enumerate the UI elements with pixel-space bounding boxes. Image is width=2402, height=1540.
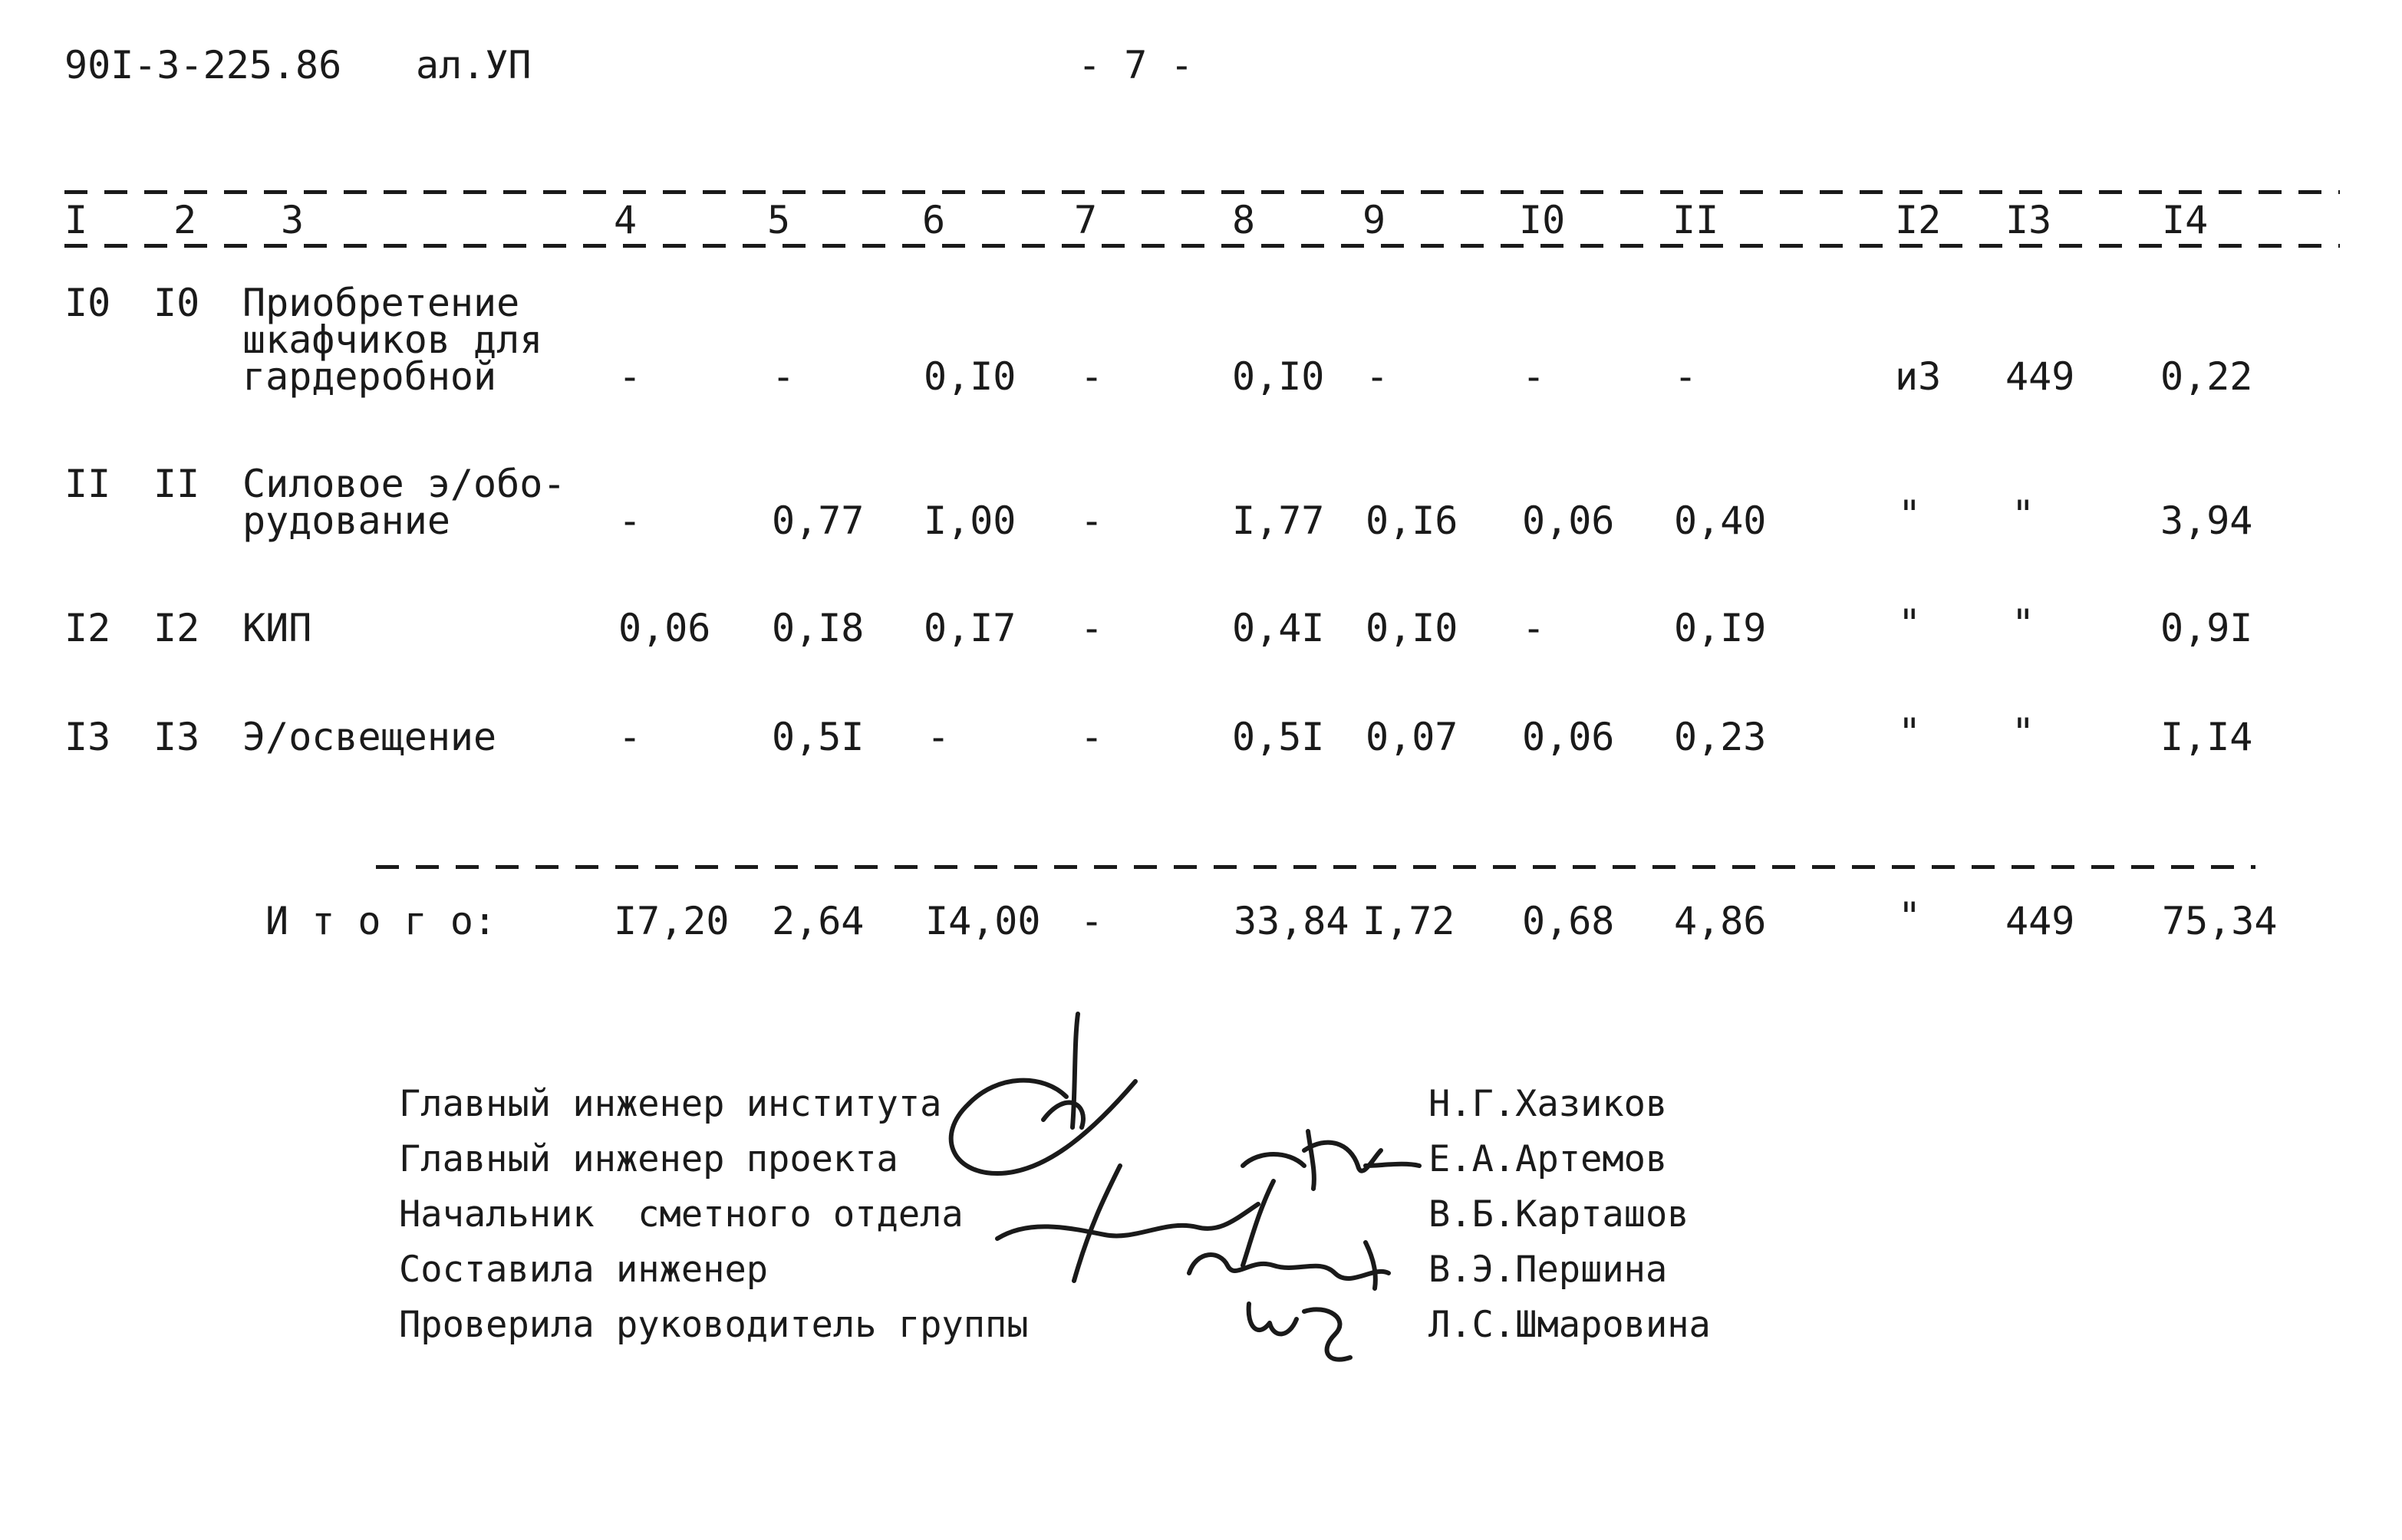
cell-col9: 0,I6 xyxy=(1366,499,1458,543)
total-col4: I7,20 xyxy=(614,899,730,943)
cell-col9: 0,07 xyxy=(1366,715,1458,759)
row-name-line: шкафчиков для xyxy=(242,318,543,362)
cell-col4: - xyxy=(618,499,642,543)
cell-col13: " xyxy=(2012,710,2035,755)
sheet-label: ал.УП xyxy=(416,43,532,87)
col-num-5: 5 xyxy=(767,198,791,242)
row-name-line: гардеробной xyxy=(242,354,497,399)
cell-col7: - xyxy=(1080,499,1104,543)
col-num-6: 6 xyxy=(922,198,946,242)
cell-col13: " xyxy=(2012,492,2035,537)
cell-col11: - xyxy=(1674,354,1698,399)
total-col6: I4,00 xyxy=(925,899,1041,943)
row-name-line: Э/освещение xyxy=(242,715,497,759)
name-artemov: Е.А.Артемов xyxy=(1428,1138,1668,1180)
cell-col13: 449 xyxy=(2005,354,2075,399)
cell-col10: 0,06 xyxy=(1522,715,1615,759)
total-col9: I,72 xyxy=(1362,899,1455,943)
total-col11: 4,86 xyxy=(1674,899,1767,943)
cell-col13: " xyxy=(2012,601,2035,646)
cell-col8: 0,4I xyxy=(1232,606,1325,650)
cell-col4: 0,06 xyxy=(618,606,711,650)
row-code: I0 xyxy=(153,281,200,325)
cell-col10: - xyxy=(1522,606,1546,650)
signature-shmarovina xyxy=(1249,1304,1350,1360)
col-num-12: I2 xyxy=(1895,198,1942,242)
col-num-3: 3 xyxy=(281,198,305,242)
cell-col5: 0,5I xyxy=(772,715,865,759)
col-num-11: II xyxy=(1672,198,1719,242)
cell-col10: - xyxy=(1522,354,1546,399)
col-num-10: I0 xyxy=(1519,198,1566,242)
cell-col5: - xyxy=(772,354,796,399)
cell-col9: - xyxy=(1366,354,1389,399)
total-label: И т о г о: xyxy=(265,899,497,943)
row-number: I0 xyxy=(64,281,111,325)
cell-col14: 0,22 xyxy=(2160,354,2253,399)
total-col8: 33,84 xyxy=(1234,899,1349,943)
document-code: 90I-3-225.86 xyxy=(64,43,342,87)
position-estimate-dept-head: Начальник сметного отдела xyxy=(399,1193,964,1236)
row-number: I3 xyxy=(64,715,111,759)
page-number: - 7 - xyxy=(1078,43,1194,87)
cell-col5: 0,77 xyxy=(772,499,865,543)
cell-col8: I,77 xyxy=(1232,499,1325,543)
col-num-13: I3 xyxy=(2005,198,2052,242)
cell-col14: I,I4 xyxy=(2160,715,2253,759)
cell-col14: 3,94 xyxy=(2160,499,2253,543)
cell-col7: - xyxy=(1080,606,1104,650)
total-col12: " xyxy=(1898,894,1922,939)
cell-col10: 0,06 xyxy=(1522,499,1615,543)
col-num-4: 4 xyxy=(614,198,638,242)
total-col5: 2,64 xyxy=(772,899,865,943)
col-num-8: 8 xyxy=(1232,198,1256,242)
total-rule xyxy=(376,865,2255,869)
row-code: I2 xyxy=(153,606,200,650)
position-chief-project-engineer: Главный инженер проекта xyxy=(399,1138,898,1180)
row-code: II xyxy=(153,462,200,506)
cell-col6: 0,I7 xyxy=(924,606,1016,650)
row-number: II xyxy=(64,462,111,506)
name-khazikov: Н.Г.Хазиков xyxy=(1428,1083,1668,1125)
cell-col12: " xyxy=(1898,710,1922,755)
row-number: I2 xyxy=(64,606,111,650)
name-kartashov: В.Б.Карташов xyxy=(1428,1193,1689,1236)
col-num-7: 7 xyxy=(1074,198,1098,242)
name-pershina: В.Э.Першина xyxy=(1428,1249,1668,1291)
position-compiled-by: Составила инженер xyxy=(399,1249,769,1291)
total-col13: 449 xyxy=(2005,899,2075,943)
row-name-line: Силовое э/обо- xyxy=(242,462,566,506)
col-num-1: I xyxy=(64,198,88,242)
cell-col5: 0,I8 xyxy=(772,606,865,650)
signature-artemov xyxy=(1304,1131,1419,1189)
col-num-9: 9 xyxy=(1362,198,1386,242)
cell-col8: 0,5I xyxy=(1232,715,1325,759)
row-name-line: КИП xyxy=(242,606,312,650)
row-name-line: Приобретение xyxy=(242,281,520,325)
total-col7: - xyxy=(1080,899,1104,943)
cell-col11: 0,I9 xyxy=(1674,606,1767,650)
cell-col7: - xyxy=(1080,354,1104,399)
signatory-names xyxy=(1428,1077,1711,1353)
cell-col8: 0,I0 xyxy=(1232,354,1325,399)
position-chief-engineer-institute: Главный инженер института xyxy=(399,1083,942,1125)
col-num-14: I4 xyxy=(2162,198,2209,242)
cell-col9: 0,I0 xyxy=(1366,606,1458,650)
cell-col7: - xyxy=(1080,715,1104,759)
cell-col11: 0,23 xyxy=(1674,715,1767,759)
signature-pershina xyxy=(1189,1242,1389,1288)
cell-col6: - xyxy=(927,715,951,759)
total-col10: 0,68 xyxy=(1522,899,1615,943)
row-name-line: рудование xyxy=(242,499,450,543)
header-bottom-rule xyxy=(64,244,2340,248)
row-code: I3 xyxy=(153,715,200,759)
cell-col4: - xyxy=(618,354,642,399)
header-top-rule xyxy=(64,190,2340,194)
signature-kartashov xyxy=(997,1154,1304,1281)
name-shmarovina: Л.С.Шмаровина xyxy=(1428,1304,1711,1346)
total-col14: 75,34 xyxy=(2162,899,2278,943)
col-num-2: 2 xyxy=(173,198,197,242)
cell-col4: - xyxy=(618,715,642,759)
cell-col6: 0,I0 xyxy=(924,354,1016,399)
cell-col12: и3 xyxy=(1895,354,1942,399)
cell-col6: I,00 xyxy=(924,499,1016,543)
cell-col11: 0,40 xyxy=(1674,499,1767,543)
cell-col12: " xyxy=(1898,601,1922,646)
position-checked-by: Проверила руководитель группы xyxy=(399,1304,1029,1346)
cell-col12: " xyxy=(1898,492,1922,537)
signatory-positions xyxy=(399,1077,1029,1353)
cell-col14: 0,9I xyxy=(2160,606,2253,650)
